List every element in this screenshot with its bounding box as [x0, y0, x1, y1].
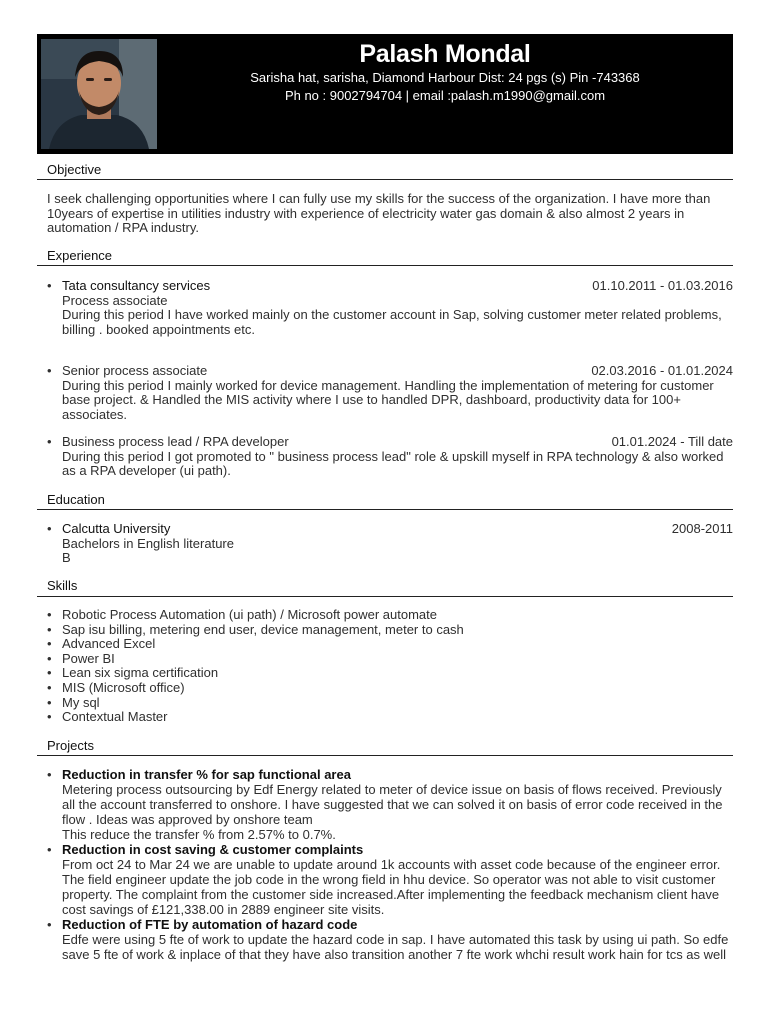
project-title: Reduction in cost saving & customer complaints	[62, 842, 364, 857]
skill-text: Power BI	[62, 650, 115, 666]
company-name: Tata consultancy services	[62, 278, 211, 293]
school-name: Calcutta University	[62, 521, 171, 536]
degree: Bachelors in English literature	[62, 535, 234, 551]
job-description: During this period I have worked mainly on the customer account in Sap, solving customer meter related problems, billing . booked appointments etc.	[62, 307, 722, 337]
education-entry	[47, 522, 733, 566]
profile-photo-image	[41, 39, 157, 149]
project-title: Reduction of FTE by automation of hazard code	[62, 917, 358, 932]
section-title-skills: Skills	[47, 578, 78, 593]
experience-entry	[47, 364, 733, 422]
section-title-experience: Experience	[47, 248, 113, 263]
bullet-icon: •	[47, 767, 52, 782]
skill-text: Sap isu billing, metering end user, device management, meter to cash	[62, 621, 464, 637]
list-item	[47, 696, 733, 711]
skill-text: MIS (Microsoft office)	[62, 679, 185, 695]
bullet-icon: •	[47, 278, 52, 293]
project-description: Metering process outsourcing by Edf Energy related to meter of device issue on basis of flows received. Previously all the account transferred to onshore. I have suggested that we can solved it on basis of error code received in the flow . Ideas was approved by onshore team	[62, 782, 723, 827]
candidate-name: Palash Mondal	[359, 40, 531, 68]
list-item	[47, 710, 733, 725]
section-title-education: Education	[47, 492, 105, 507]
list-item	[47, 652, 733, 667]
list-item	[47, 623, 733, 638]
skill-text: Lean six sigma certification	[62, 665, 219, 681]
bullet-icon: •	[47, 917, 52, 932]
candidate-address: Sarisha hat, sarisha, Diamond Harbour Dist: 24 pgs (s) Pin -743368	[250, 70, 640, 85]
candidate-contact: Ph no : 9002794704 | email :palash.m1990@gmail.com	[284, 88, 606, 103]
bullet-icon: •	[47, 694, 52, 710]
skill-text: Contextual Master	[62, 709, 168, 725]
experience-entry	[47, 435, 733, 479]
bullet-icon: •	[47, 434, 52, 449]
list-item	[47, 666, 733, 681]
resume-header	[37, 34, 733, 154]
section-divider	[37, 265, 733, 266]
job-role: Business process lead / RPA developer	[62, 434, 289, 449]
skills-list	[47, 608, 733, 725]
date-range: 2008-2011	[671, 521, 733, 536]
job-description: During this period I mainly worked for device management. Handling the implementation of metering for customer base project. & Handled the MIS activity where I use to handled DPR, dashboard, productivity data for 100+ associates.	[62, 377, 714, 422]
job-role: Senior process associate	[62, 363, 208, 378]
section-divider	[37, 596, 733, 597]
project-item	[47, 917, 737, 962]
grade: B	[62, 550, 71, 566]
bullet-icon: •	[47, 650, 52, 666]
bullet-icon: •	[47, 621, 52, 637]
project-title: Reduction in transfer % for sap functional area	[62, 767, 351, 782]
date-range: 02.03.2016 - 01.01.2024	[591, 363, 733, 378]
bullet-icon: •	[47, 665, 52, 681]
section-title-projects: Projects	[47, 738, 94, 753]
bullet-icon: •	[47, 709, 52, 725]
experience-entry	[47, 279, 733, 337]
project-description: Edfe were using 5 fte of work to update the hazard code in sap. I have automated this task by using ui path. So edfe save 5 fte of work & inplace of that they have also transition another 7 fte work whchi result work hain for tcs as well	[62, 932, 729, 962]
project-result: This reduce the transfer % from 2.57% to 0.7%.	[62, 827, 336, 842]
objective-text: I seek challenging opportunities where I can fully use my skills for the success of the organization. I have more than 10years of expertise in utilities industry with experience of electricity water gas domain & also almost 2 years in automation / RPA industry.	[47, 191, 711, 236]
bullet-icon: •	[47, 636, 52, 652]
section-divider	[37, 755, 733, 756]
skill-text: My sql	[62, 694, 100, 710]
section-divider	[37, 509, 733, 510]
date-range: 01.10.2011 - 01.03.2016	[592, 278, 733, 293]
section-divider	[37, 179, 733, 180]
project-description: From oct 24 to Mar 24 we are unable to update around 1k accounts with asset code because of the engineer error. The field engineer update the job code in the wrong field in hhu device. So operator was not able to visit customer property. The complaint from the customer side increased.After implementing the feedback mechanism client have cost savings of £121,338.00 in 2889 engineer site visits.	[62, 857, 721, 917]
list-item	[47, 681, 733, 696]
list-item	[47, 608, 733, 623]
project-item	[47, 767, 737, 842]
bullet-icon: •	[47, 607, 52, 622]
projects-list	[47, 767, 737, 962]
skill-text: Advanced Excel	[62, 636, 156, 652]
bullet-icon: •	[47, 842, 52, 857]
profile-photo	[41, 39, 157, 149]
bullet-icon: •	[47, 679, 52, 695]
job-role: Process associate	[62, 292, 168, 308]
skill-text: Robotic Process Automation (ui path) / Microsoft power automate	[62, 607, 438, 622]
job-description: During this period I got promoted to " business process lead" role & upskill myself in RPA technology & also worked as a RPA developer (ui path).	[62, 448, 724, 479]
list-item	[47, 637, 733, 652]
section-title-objective: Objective	[47, 162, 102, 177]
bullet-icon: •	[47, 521, 52, 536]
bullet-icon: •	[47, 363, 52, 378]
date-range: 01.01.2024 - Till date	[611, 434, 733, 449]
project-item	[47, 842, 737, 917]
